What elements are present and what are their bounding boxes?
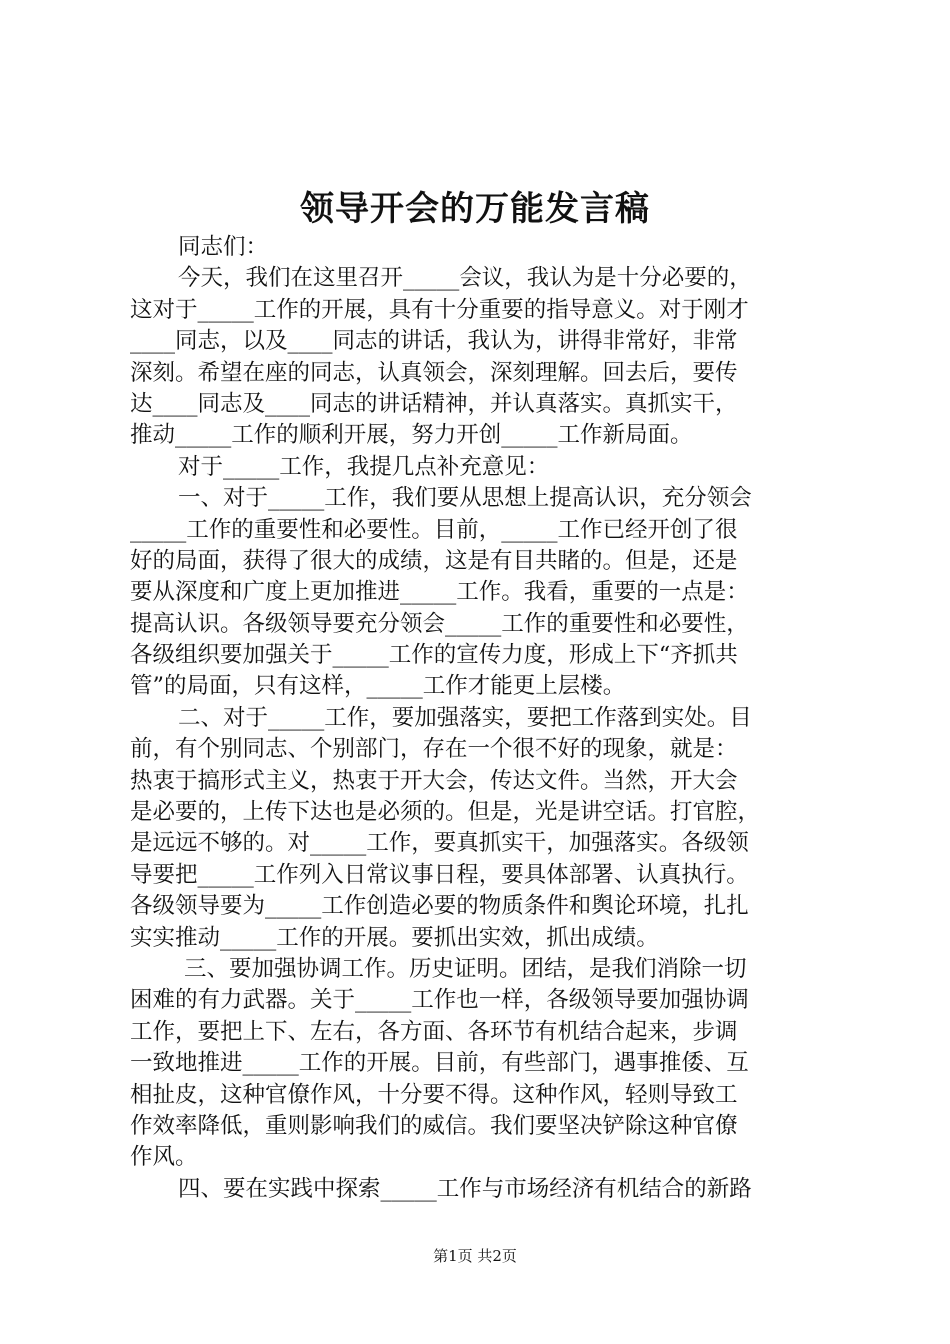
page-footer: 第1页 共2页 bbox=[433, 1247, 517, 1265]
document-title: 领导开会的万能发言稿 bbox=[300, 189, 650, 229]
body-line: 今天，我们在这里召开_____会议，我认为是十分必要的， bbox=[178, 265, 752, 292]
document-body bbox=[130, 232, 830, 1205]
body-line: _____工作的重要性和必要性。目前，_____工作已经开创了很 bbox=[130, 516, 738, 543]
body-line: 各级领导要为_____工作创造必要的物质条件和舆论环境，扎扎 bbox=[130, 893, 749, 920]
body-line: 工作，要把上下、左右，各方面、各环节有机结合起来，步调 bbox=[130, 1018, 738, 1045]
body-line: ____同志，以及____同志的讲话，我认为，讲得非常好，非常 bbox=[130, 328, 738, 355]
body-line: 各级组织要加强关于_____工作的宣传力度，形成上下“齐抓共 bbox=[130, 642, 738, 669]
body-line: 导要把_____工作列入日常议事日程，要具体部署、认真执行。 bbox=[130, 861, 749, 888]
body-line: 好的局面，获得了很大的成绩，这是有目共睹的。但是，还是 bbox=[130, 547, 738, 574]
body-line: 对于_____工作，我提几点补充意见： bbox=[178, 453, 550, 480]
body-line: 深刻。希望在座的同志，认真领会，深刻理解。回去后，要传 bbox=[130, 359, 738, 386]
body-line: 管”的局面，只有这样，_____工作才能更上层楼。 bbox=[130, 673, 626, 700]
body-line: 达____同志及____同志的讲话精神，并认真落实。真抓实干， bbox=[130, 390, 738, 417]
body-line: 作效率降低，重则影响我们的威信。我们要坚决铲除这种官僚 bbox=[130, 1112, 738, 1139]
body-line: 三、要加强协调工作。历史证明。团结，是我们消除一切 bbox=[184, 955, 747, 982]
body-line: 要从深度和广度上更加推进_____工作。我看，重要的一点是： bbox=[130, 579, 749, 606]
body-line: 四、要在实践中探索_____工作与市场经济有机结合的新路 bbox=[178, 1175, 752, 1202]
body-line: 是远远不够的。对_____工作，要真抓实干，加强落实。各级领 bbox=[130, 830, 749, 857]
body-line: 是必要的，上传下达也是必须的。但是，光是讲空话。打官腔， bbox=[130, 799, 761, 826]
salutation-line: 同志们： bbox=[178, 234, 269, 260]
body-line: 推动_____工作的顺利开展，努力开创_____工作新局面。 bbox=[130, 422, 693, 449]
body-line: 相扯皮，这种官僚作风，十分要不得。这种作风，轻则导致工 bbox=[130, 1081, 738, 1108]
body-line: 一、对于_____工作，我们要从思想上提高认识，充分领会 bbox=[178, 485, 752, 512]
body-line: 实实推动_____工作的开展。要抓出实效，抓出成绩。 bbox=[130, 924, 659, 951]
body-line: 提高认识。各级领导要充分领会_____工作的重要性和必要性， bbox=[130, 610, 749, 637]
body-line: 前，有个别同志、个别部门，存在一个很不好的现象，就是： bbox=[130, 736, 738, 763]
body-line: 一致地推进_____工作的开展。目前，有些部门，遇事推倭、互 bbox=[130, 1050, 749, 1077]
body-line: 热衷于搞形式主义，热衷于开大会，传达文件。当然，开大会 bbox=[130, 767, 738, 794]
body-line: 这对于_____工作的开展，具有十分重要的指导意义。对于刚才 bbox=[130, 296, 749, 323]
body-line: 困难的有力武器。关于_____工作也一样，各级领导要加强协调 bbox=[130, 987, 749, 1014]
body-line: 作风。 bbox=[130, 1144, 198, 1171]
body-line: 二、对于_____工作，要加强落实，要把工作落到实处。目 bbox=[178, 704, 752, 731]
